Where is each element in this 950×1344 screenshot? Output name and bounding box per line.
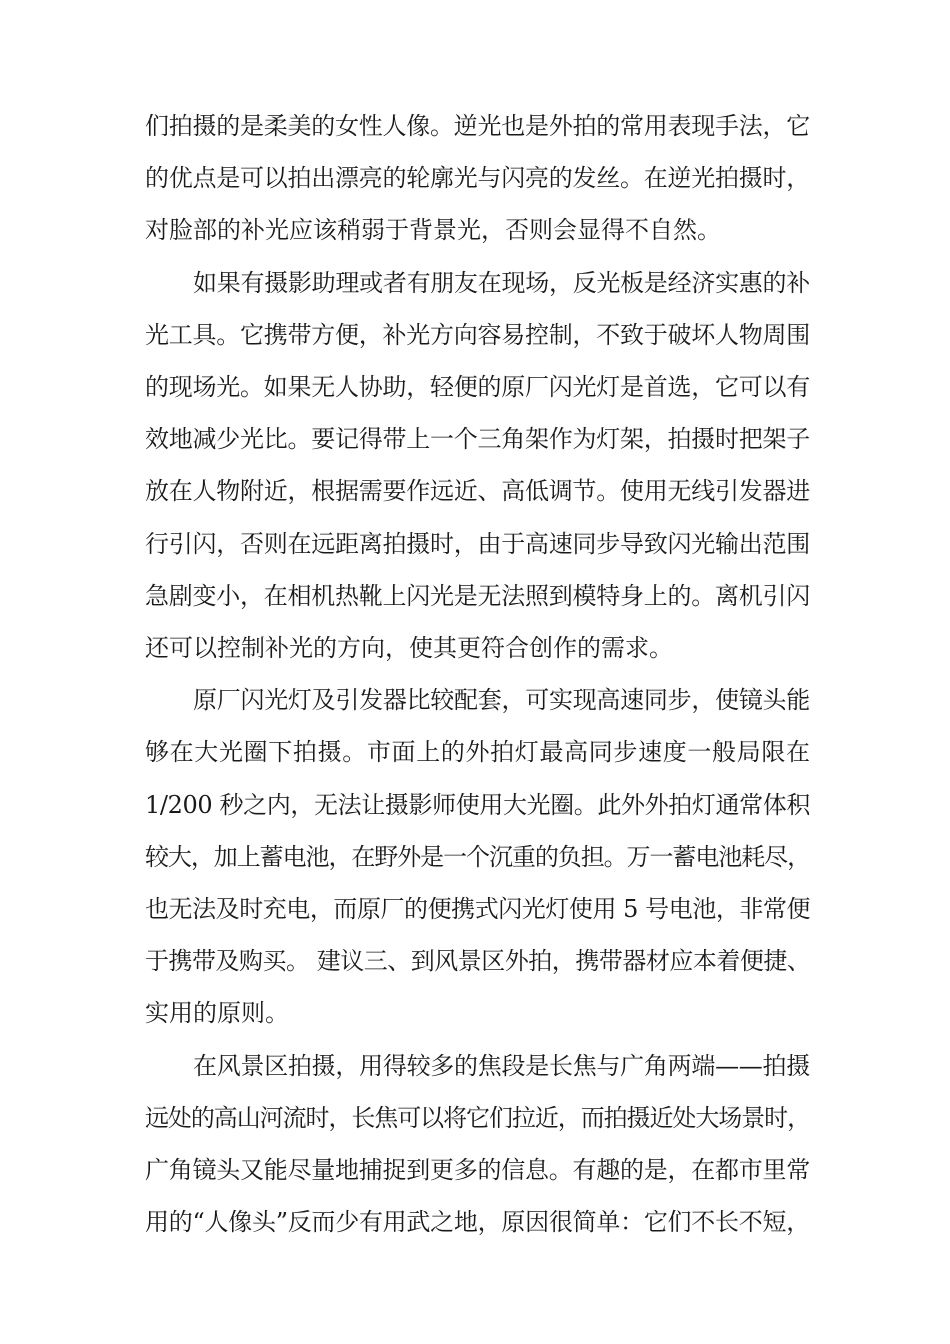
text-line: 也无法及时充电，而原厂的便携式闪光灯使用 5 号电池，非常便	[145, 895, 811, 924]
paragraph-1	[145, 100, 810, 257]
paragraph-2	[145, 257, 810, 675]
text-line: 如果有摄影助理或者有朋友在现场，反光板是经济实惠的补	[193, 268, 810, 297]
text-line: 远处的高山河流时，长焦可以将它们拉近，而拍摄近处大场景时，	[145, 1103, 810, 1132]
paragraph-4	[145, 1040, 810, 1249]
text-line: 够在大光圈下拍摄。市面上的外拍灯最高同步速度一般局限在	[145, 738, 810, 767]
body-text	[145, 100, 810, 1248]
text-line: 效地减少光比。要记得带上一个三角架作为灯架，拍摄时把架子	[145, 425, 810, 454]
text-line: 急剧变小，在相机热靴上闪光是无法照到模特身上的。离机引闪	[145, 581, 810, 610]
text-line: 行引闪，否则在远距离拍摄时，由于高速同步导致闪光输出范围	[145, 529, 810, 558]
text-line: 在风景区拍摄，用得较多的焦段是长焦与广角两端——拍摄	[193, 1051, 810, 1080]
text-line: 的现场光。如果无人协助，轻便的原厂闪光灯是首选，它可以有	[145, 373, 810, 402]
text-line: 光工具。它携带方便，补光方向容易控制，不致于破坏人物周围	[145, 320, 810, 349]
paragraph-3	[145, 674, 810, 1039]
text-line: 于携带及购买。 建议三、到风景区外拍，携带器材应本着便捷、	[145, 947, 811, 976]
text-line: 的优点是可以拍出漂亮的轮廓光与闪亮的发丝。在逆光拍摄时，	[145, 164, 810, 193]
text-line: 对脸部的补光应该稍弱于背景光，否则会显得不自然。	[145, 216, 721, 245]
text-line: 们拍摄的是柔美的女性人像。逆光也是外拍的常用表现手法，它	[145, 112, 810, 140]
text-line: 用的“人像头”反而少有用武之地，原因很简单：它们不长不短，	[145, 1208, 810, 1237]
text-line: 放在人物附近，根据需要作远近、高低调节。使用无线引发器进	[145, 477, 810, 506]
text-line: 还可以控制补光的方向，使其更符合创作的需求。	[145, 634, 673, 663]
text-line: 实用的原则。	[145, 999, 289, 1028]
text-line: 1/200 秒之内，无法让摄影师使用大光圈。此外外拍灯通常体积	[145, 790, 811, 819]
text-line: 广角镜头又能尽量地捕捉到更多的信息。有趣的是，在都市里常	[145, 1156, 810, 1185]
text-line: 原厂闪光灯及引发器比较配套，可实现高速同步，使镜头能	[193, 686, 810, 715]
text-line: 较大，加上蓄电池，在野外是一个沉重的负担。万一蓄电池耗尽，	[145, 842, 810, 871]
